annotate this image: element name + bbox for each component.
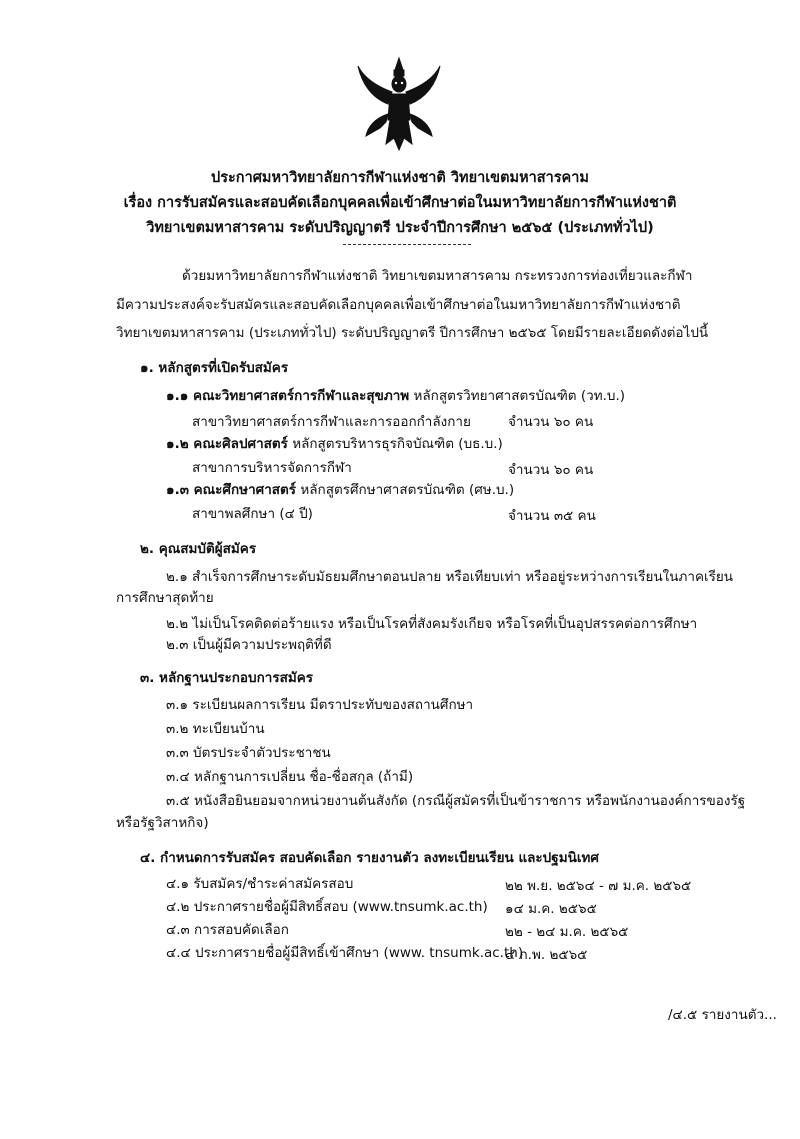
header-line-3: วิทยาเขตมหาสารคาม ระดับปริญญาตรี ประจำปีการศึกษา ๒๕๖๕ (ประเภททั่วไป) bbox=[146, 220, 654, 236]
faculty-1-program: หลักสูตรวิทยาศาสตรบัณฑิต (วท.บ.) bbox=[409, 388, 626, 404]
header-line-1: ประกาศมหาวิทยาลัยการกีฬาแห่งชาติ วิทยาเขตมหาสารคาม bbox=[211, 170, 589, 186]
continued-marker: /๔.๕ รายงานตัว... bbox=[668, 1007, 777, 1023]
qualification-1-line-1: ๒.๑ สำเร็จการศึกษาระดับมัธยมศึกษาตอนปลาย หรือเทียบเท่า หรืออยู่ระหว่างการเรียนในภาคเรียน bbox=[166, 569, 734, 585]
faculty-2-line bbox=[166, 432, 503, 454]
document-2: ๓.๒ ทะเบียนบ้าน bbox=[166, 721, 265, 737]
document-5-line-1: ๓.๕ หนังสือยินยอมจากหน่วยงานต้นสังกัด (กรณีผู้สมัครที่เป็นข้าราชการ หรือพนักงานองค์การของรัฐ bbox=[166, 793, 746, 809]
faculty-3-seats: จำนวน ๓๕ คน bbox=[508, 508, 596, 524]
schedule-4-label: ๔.๔ ประกาศรายชื่อผู้มีสิทธิ์เข้าศึกษา (www. tnsumk.ac.th) bbox=[166, 945, 524, 961]
faculty-1-line bbox=[166, 384, 625, 406]
faculty-3-line bbox=[166, 478, 514, 500]
intro-line-1: ด้วยมหาวิทยาลัยการกีฬาแห่งชาติ วิทยาเขตมหาสารคาม กระทรวงการท่องเที่ยวและกีฬา bbox=[182, 268, 693, 284]
faculty-2-major: สาขาการบริหารจัดการกีฬา bbox=[192, 460, 352, 476]
faculty-1-name: ๑.๑ คณะวิทยาศาสตร์การกีฬาและสุขภาพ bbox=[166, 388, 410, 404]
document-4: ๓.๔ หลักฐานการเปลี่ยน ชื่อ-ชื่อสกุล (ถ้ามี) bbox=[166, 769, 414, 785]
qualification-2: ๒.๒ ไม่เป็นโรคติดต่อร้ายแรง หรือเป็นโรคที่สังคมรังเกียจ หรือโรคที่เป็นอุปสรรคต่อการศึกษา bbox=[166, 616, 698, 632]
faculty-2-seats: จำนวน ๖๐ คน bbox=[508, 462, 594, 478]
qualification-1-line-2: การศึกษาสุดท้าย bbox=[116, 590, 214, 606]
schedule-2-date: ๑๔ ม.ค. ๒๕๖๕ bbox=[505, 901, 597, 917]
schedule-2-label: ๔.๒ ประกาศรายชื่อผู้มีสิทธิ์สอบ (www.tnsumk.ac.th) bbox=[166, 899, 488, 915]
faculty-3-major: สาขาพลศึกษา (๔ ปี) bbox=[192, 506, 313, 522]
section-3-title: ๓. หลักฐานประกอบการสมัคร bbox=[140, 670, 314, 686]
faculty-2-name: ๑.๒ คณะศิลปศาสตร์ bbox=[166, 436, 288, 452]
intro-line-3: วิทยาเขตมหาสารคาม (ประเภททั่วไป) ระดับปริญญาตรี ปีการศึกษา ๒๕๖๕ โดยมีรายละเอียดดังต่อไปนี้ bbox=[116, 325, 709, 341]
header-line-2: เรื่อง การรับสมัครและสอบคัดเลือกบุคคลเพื่อเข้าศึกษาต่อในมหาวิทยาลัยการกีฬาแห่งชาติ bbox=[123, 195, 677, 211]
schedule-1-date: ๒๒ พ.ย. ๒๕๖๔ - ๗ ม.ค. ๒๕๖๕ bbox=[505, 878, 692, 894]
document-1: ๓.๑ ระเบียนผลการเรียน มีตราประทับของสถานศึกษา bbox=[166, 697, 474, 713]
document-5-line-2: หรือรัฐวิสาหกิจ) bbox=[116, 815, 209, 831]
schedule-3-label: ๔.๓ การสอบคัดเลือก bbox=[166, 922, 289, 938]
faculty-1-seats: จำนวน ๖๐ คน bbox=[508, 414, 594, 430]
faculty-3-name: ๑.๓ คณะศึกษาศาสตร์ bbox=[166, 482, 297, 498]
garuda-emblem-icon bbox=[356, 56, 442, 152]
qualification-3: ๒.๓ เป็นผู้มีความประพฤติที่ดี bbox=[166, 637, 332, 653]
schedule-4-date: ๔ ก.พ. ๒๕๖๕ bbox=[505, 947, 588, 963]
section-1-title: ๑. หลักสูตรที่เปิดรับสมัคร bbox=[140, 360, 289, 376]
faculty-1-major: สาขาวิทยาศาสตร์การกีฬาและการออกกำลังกาย bbox=[192, 414, 471, 430]
schedule-1-label: ๔.๑ รับสมัคร/ชำระค่าสมัครสอบ bbox=[166, 876, 354, 892]
header-divider bbox=[343, 244, 471, 245]
faculty-3-program: หลักสูตรศึกษาศาสตรบัณฑิต (ศษ.บ.) bbox=[296, 482, 515, 498]
intro-line-2: มีความประสงค์จะรับสมัครและสอบคัดเลือกบุคคลเพื่อเข้าศึกษาต่อในมหาวิทยาลัยการกีฬาแห่งชาติ bbox=[116, 297, 681, 313]
faculty-2-program: หลักสูตรบริหารธุรกิจบัณฑิต (บธ.บ.) bbox=[287, 436, 503, 452]
schedule-3-date: ๒๒ - ๒๔ ม.ค. ๒๕๖๕ bbox=[505, 924, 629, 940]
section-4-title: ๔. กำหนดการรับสมัคร สอบคัดเลือก รายงานตัว ลงทะเบียนเรียน และปฐมนิเทศ bbox=[140, 850, 599, 866]
section-2-title: ๒. คุณสมบัติผู้สมัคร bbox=[140, 541, 257, 557]
document-3: ๓.๓ บัตรประจำตัวประชาชน bbox=[166, 745, 331, 761]
